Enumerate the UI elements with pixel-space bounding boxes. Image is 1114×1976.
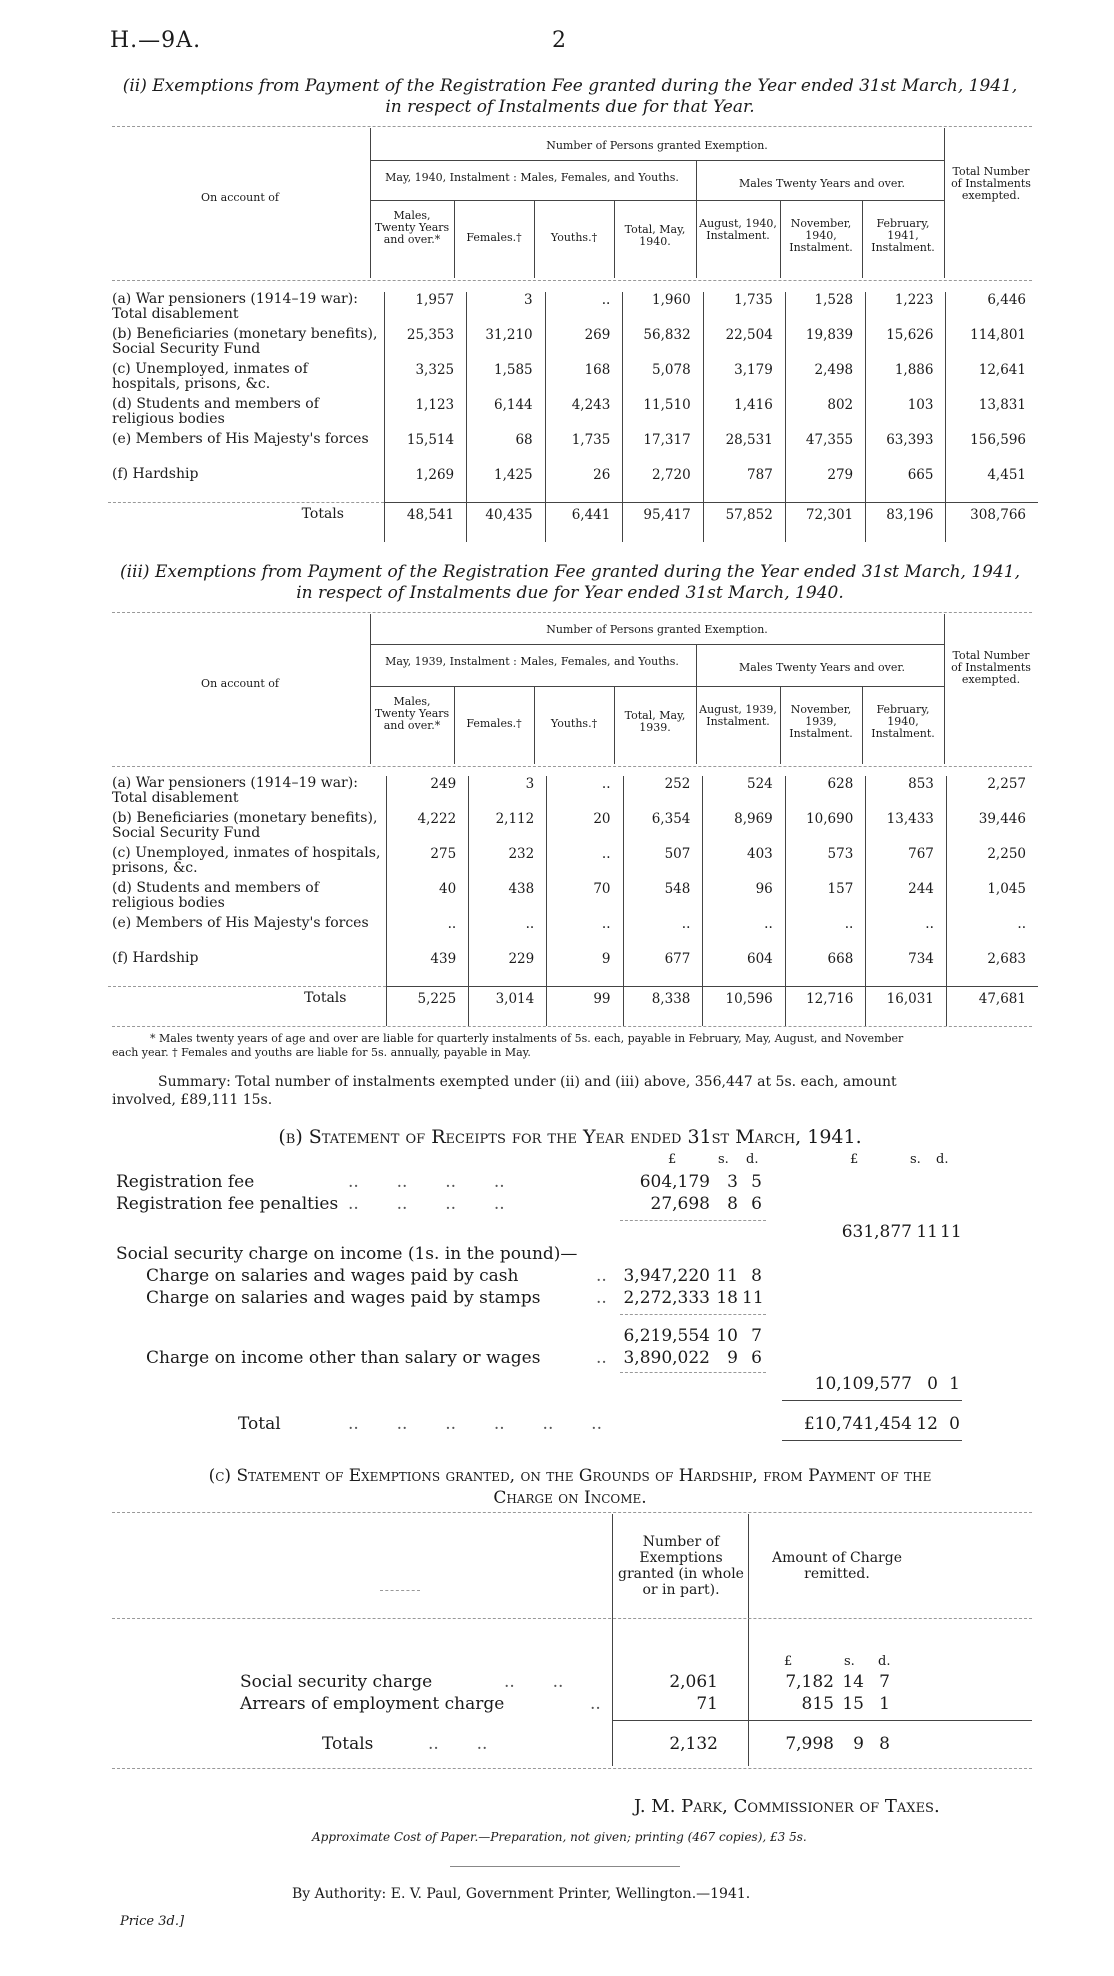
cell: 628: [785, 776, 866, 811]
rule: [370, 644, 944, 645]
divider: [112, 126, 1032, 127]
cell: 47,681: [946, 987, 1038, 1027]
cell: 2,257: [946, 776, 1038, 811]
cell: 13,433: [866, 811, 947, 846]
col-header: November, 1939, Instalment.: [789, 703, 853, 740]
totals-label: Totals: [108, 503, 384, 543]
exemptions-pound-header: £: [784, 1654, 793, 1669]
receipts-d-header-2: d.: [936, 1152, 949, 1167]
exemptions-totals-label: Totals: [322, 1734, 374, 1754]
row-label: (d) Students and members of religious bodies: [112, 880, 319, 911]
col-header: August, 1939, Instalment.: [699, 703, 777, 728]
cell: 308,766: [946, 503, 1038, 543]
cell: 2,250: [946, 846, 1038, 881]
ss-sum-pence: 7: [751, 1326, 762, 1346]
receipt-shillings: 3: [727, 1172, 738, 1192]
cell: 99: [547, 987, 623, 1027]
ss-sum-shillings: 10: [716, 1326, 738, 1346]
document-code: H.—9A.: [110, 28, 202, 53]
divider: [112, 766, 1032, 767]
receipt-pence: 5: [751, 1172, 762, 1192]
cell: 6,446: [946, 292, 1038, 327]
rule: [370, 128, 371, 278]
cell: 103: [866, 397, 946, 432]
row-label: (e) Members of His Majesty's forces: [112, 431, 369, 447]
section-iii-on-account: On account of: [201, 677, 279, 690]
subtotal-pence: 1: [949, 1374, 960, 1394]
cell: 48,541: [384, 503, 466, 543]
cell: 47,355: [785, 432, 865, 467]
cell: 802: [785, 397, 865, 432]
cell: 12,641: [946, 362, 1038, 397]
row-label: (c) Unemployed, inmates of hospitals, prisons, &c.: [112, 845, 381, 876]
exemption-pence: 1: [879, 1694, 890, 1714]
cell: 4,222: [387, 811, 469, 846]
col-header: Youths.†: [550, 231, 598, 244]
subtotal-pence: 11: [940, 1222, 962, 1242]
section-iii-sub-a: May, 1939, Instalment : Males, Females, and Youths.: [385, 655, 679, 668]
row-label: (f) Hardship: [112, 466, 199, 482]
cell: 6,441: [545, 503, 623, 543]
cell: ..: [545, 292, 623, 327]
cell: 70: [547, 881, 623, 916]
rule: [696, 160, 697, 278]
col-header: Total, May, 1939.: [624, 709, 686, 734]
footnote-line1: * Males twenty years of age and over are liable for quarterly instalments of 5s. each, payable in February, May, August, and November: [150, 1032, 904, 1045]
cell: 39,446: [946, 811, 1038, 846]
cell: 28,531: [703, 432, 785, 467]
table-row: [108, 362, 1038, 397]
receipts-pound-header: £: [668, 1152, 677, 1167]
row-label: (b) Beneficiaries (monetary benefits), Social Security Fund: [112, 326, 378, 357]
exemptions-d-header: d.: [878, 1654, 891, 1669]
cell: 6,354: [623, 811, 703, 846]
cell: 1,123: [384, 397, 466, 432]
cell: 573: [785, 846, 866, 881]
row-label: (a) War pensioners (1914–19 war): Total disablement: [112, 291, 358, 322]
receipt-label: Charge on income other than salary or wages: [146, 1348, 541, 1368]
table-row: [108, 881, 1038, 916]
col-header: Males, Twenty Years and over.*: [374, 209, 450, 246]
exemption-pence: 7: [879, 1672, 890, 1692]
page-number: 2: [552, 28, 566, 53]
cell: 677: [623, 951, 703, 987]
leader-dots: .. ..: [504, 1672, 564, 1692]
cell: ..: [469, 916, 547, 951]
col-header: August, 1940, Instalment.: [699, 217, 777, 242]
cell: 4,451: [946, 467, 1038, 503]
cell: 11,510: [623, 397, 703, 432]
subtotal-shillings: 0: [927, 1374, 938, 1394]
exemption-shillings: 15: [842, 1694, 864, 1714]
cell: 269: [545, 327, 623, 362]
cell: 1,960: [623, 292, 703, 327]
cell: 156,596: [946, 432, 1038, 467]
rule: [780, 686, 781, 764]
receipt-label: Charge on salaries and wages paid by stamps: [146, 1288, 541, 1308]
cell: 548: [623, 881, 703, 916]
row-label: (f) Hardship: [112, 950, 199, 966]
exemption-amount: 815: [801, 1694, 834, 1714]
receipts-total-pence: 0: [949, 1414, 960, 1434]
cell: 83,196: [866, 503, 946, 543]
col-header: February, 1941, Instalment.: [871, 217, 935, 254]
cell: 95,417: [623, 503, 703, 543]
subtotal-amount: 10,109,577: [814, 1374, 912, 1394]
divider: [620, 1220, 766, 1221]
table-row: [108, 397, 1038, 432]
leader-dots: .. .. .. ..: [348, 1172, 505, 1192]
receipt-label: Registration fee: [116, 1172, 255, 1192]
subtotal-amount: 631,877: [841, 1222, 912, 1242]
signature: J. M. Park, Commissioner of Taxes.: [634, 1796, 940, 1817]
section-ii-group-header: Number of Persons granted Exemption.: [546, 139, 768, 152]
rule: [614, 686, 615, 764]
cell: ..: [785, 916, 866, 951]
cell: 68: [467, 432, 546, 467]
leader-dots: ..: [596, 1348, 607, 1368]
cell: 3,014: [469, 987, 547, 1027]
section-iii-table: [108, 776, 1038, 1026]
receipt-label: Charge on salaries and wages paid by cash: [146, 1266, 519, 1286]
row-label: (d) Students and members of religious bodies: [112, 396, 319, 427]
cell: ..: [703, 916, 785, 951]
receipt-shillings: 9: [727, 1348, 738, 1368]
ss-sum-amount: 6,219,554: [623, 1326, 710, 1346]
exemptions-title-line2: Charge on Income.: [493, 1488, 647, 1508]
cell: 249: [387, 776, 469, 811]
leader-dots: ..: [590, 1694, 601, 1714]
cell: 15,626: [866, 327, 946, 362]
section-iii-sub-b: Males Twenty Years and over.: [739, 661, 905, 674]
table-row: [108, 776, 1038, 811]
receipt-pence: 6: [751, 1194, 762, 1214]
cell: 40,435: [467, 503, 546, 543]
cell: 168: [545, 362, 623, 397]
receipts-title: (b) Statement of Receipts for the Year ended 31st March, 1941.: [278, 1126, 862, 1148]
cell: 1,223: [866, 292, 946, 327]
receipt-shillings: 8: [727, 1194, 738, 1214]
table-row: [108, 327, 1038, 362]
cell: 1,416: [703, 397, 785, 432]
receipt-pence: 6: [751, 1348, 762, 1368]
cell: 853: [866, 776, 947, 811]
row-label: (a) War pensioners (1914–19 war): Total disablement: [112, 775, 358, 806]
table-row: [108, 846, 1038, 881]
table-row: [108, 951, 1038, 987]
rule: [944, 614, 945, 764]
leader-dots: .. .. .. .. .. ..: [348, 1414, 602, 1434]
cell: 56,832: [623, 327, 703, 362]
receipt-pence: 11: [742, 1288, 764, 1308]
exemptions-s-header: s.: [844, 1654, 855, 1669]
rule: [862, 686, 863, 764]
rule: [696, 644, 697, 764]
cell: 275: [387, 846, 469, 881]
cell: ..: [547, 846, 623, 881]
exemption-label: Arrears of employment charge: [240, 1694, 505, 1714]
cell: 25,353: [384, 327, 466, 362]
receipts-total-shillings: 12: [916, 1414, 938, 1434]
cell: 1,528: [785, 292, 865, 327]
cell: ..: [866, 916, 947, 951]
cost-note: Approximate Cost of Paper.—Preparation, not given; printing (467 copies), £3 5s.: [312, 1830, 807, 1844]
rule: [782, 1400, 962, 1401]
rule: [534, 200, 535, 278]
cell: 2,112: [469, 811, 547, 846]
cell: 2,683: [946, 951, 1038, 987]
cell: 734: [866, 951, 947, 987]
section-ii-table: [108, 292, 1038, 542]
rule: [782, 1440, 962, 1441]
rule: [450, 1866, 680, 1867]
table-row: [108, 432, 1038, 467]
divider: [620, 1314, 766, 1315]
receipts-total-label: Total: [238, 1414, 281, 1434]
rule: [862, 200, 863, 278]
cell: 524: [703, 776, 785, 811]
cell: 17,317: [623, 432, 703, 467]
cell: 22,504: [703, 327, 785, 362]
cell: ..: [623, 916, 703, 951]
cell: 232: [469, 846, 547, 881]
rule: [370, 614, 371, 764]
receipt-label: Registration fee penalties: [116, 1194, 339, 1214]
rule: [614, 200, 615, 278]
cell: 114,801: [946, 327, 1038, 362]
divider: [112, 1026, 1032, 1027]
exemption-count: 71: [696, 1694, 718, 1714]
receipts-pound-header-2: £: [850, 1152, 859, 1167]
cell: 279: [785, 467, 865, 503]
col-header: Youths.†: [550, 717, 598, 730]
cell: 8,969: [703, 811, 785, 846]
cell: 63,393: [866, 432, 946, 467]
col-header: Females.†: [466, 717, 522, 730]
cell: 668: [785, 951, 866, 987]
cell: 2,720: [623, 467, 703, 503]
receipts-s-header: s.: [718, 1152, 729, 1167]
exemptions-total-shillings: 9: [853, 1734, 864, 1754]
cell: 4,243: [545, 397, 623, 432]
cell: 439: [387, 951, 469, 987]
receipt-amount: 3,890,022: [623, 1348, 710, 1368]
receipts-total-amount: £10,741,454: [803, 1414, 912, 1434]
cell: 157: [785, 881, 866, 916]
cell: 57,852: [703, 503, 785, 543]
cell: 1,425: [467, 467, 546, 503]
col-header: Total Number of Instalments exempted.: [951, 165, 1031, 202]
cell: 6,144: [467, 397, 546, 432]
col-header: November, 1940, Instalment.: [789, 217, 853, 254]
cell: 3: [467, 292, 546, 327]
cell: ..: [387, 916, 469, 951]
section-iii-group-header: Number of Persons granted Exemption.: [546, 623, 768, 636]
receipt-amount: 604,179: [639, 1172, 710, 1192]
leader-dots: ..: [596, 1266, 607, 1286]
section-ii-sub-a: May, 1940, Instalment : Males, Females, and Youths.: [385, 171, 679, 184]
table-row: [108, 467, 1038, 503]
rule: [454, 200, 455, 278]
cell: 787: [703, 467, 785, 503]
cell: 5,078: [623, 362, 703, 397]
rule: [612, 1720, 1032, 1721]
exemptions-total-amount: 7,998: [785, 1734, 834, 1754]
cell: 31,210: [467, 327, 546, 362]
cell: 9: [547, 951, 623, 987]
subtotal-shillings: 11: [916, 1222, 938, 1242]
leader-dots: .. .. .. ..: [348, 1194, 505, 1214]
cell: ..: [547, 916, 623, 951]
divider: [112, 280, 1032, 281]
cell: 1,045: [946, 881, 1038, 916]
cell: 1,957: [384, 292, 466, 327]
totals-label: Totals: [108, 987, 387, 1027]
cell: 252: [623, 776, 703, 811]
divider: [620, 1372, 766, 1373]
cell: 229: [469, 951, 547, 987]
rule: [612, 1514, 613, 1766]
exemption-amount: 7,182: [785, 1672, 834, 1692]
cell: 1,735: [545, 432, 623, 467]
cell: 8,338: [623, 987, 703, 1027]
cell: 604: [703, 951, 785, 987]
leader-dots: ..: [596, 1288, 607, 1308]
cell: 20: [547, 811, 623, 846]
row-label: (b) Beneficiaries (monetary benefits), Social Security Fund: [112, 810, 378, 841]
cell: 2,498: [785, 362, 865, 397]
rule: [370, 160, 944, 161]
divider: [112, 1768, 1032, 1769]
receipt-amount: 3,947,220: [623, 1266, 710, 1286]
receipt-amount: 2,272,333: [623, 1288, 710, 1308]
totals-row: [108, 503, 1038, 543]
section-ii-on-account: On account of: [201, 191, 279, 204]
leader-dots: .. ..: [428, 1734, 488, 1754]
divider: [112, 1512, 1032, 1513]
exemption-count: 2,061: [669, 1672, 718, 1692]
exemption-shillings: 14: [842, 1672, 864, 1692]
divider: [112, 612, 1032, 613]
cell: 12,716: [785, 987, 866, 1027]
exemptions-col2-header: Amount of Charge remitted.: [772, 1550, 902, 1582]
cell: 72,301: [785, 503, 865, 543]
receipts-d-header: d.: [746, 1152, 759, 1167]
section-iii-title-line2: in respect of Instalments due for Year ended 31st March, 1940.: [296, 583, 844, 603]
receipt-amount: 27,698: [650, 1194, 710, 1214]
cell: 403: [703, 846, 785, 881]
exemptions-col1-header: Number of Exemptions granted (in whole or in part).: [618, 1534, 744, 1598]
rule: [534, 686, 535, 764]
table-row: [108, 916, 1038, 951]
cell: 1,585: [467, 362, 546, 397]
cell: 13,831: [946, 397, 1038, 432]
rule: [780, 200, 781, 278]
col-header: February, 1940, Instalment.: [871, 703, 935, 740]
cell: 5,225: [387, 987, 469, 1027]
summary-line2: involved, £89,111 15s.: [112, 1092, 273, 1108]
summary-line1: Summary: Total number of instalments exempted under (ii) and (iii) above, 356,447 at 5s. each, amount: [158, 1074, 897, 1090]
table-row: [108, 292, 1038, 327]
col-header: Females.†: [466, 231, 522, 244]
cell: 1,269: [384, 467, 466, 503]
receipt-pence: 8: [751, 1266, 762, 1286]
col-header: Total Number of Instalments exempted.: [951, 649, 1031, 686]
cell: ..: [946, 916, 1038, 951]
cell: 3: [469, 776, 547, 811]
cell: 244: [866, 881, 947, 916]
cell: 40: [387, 881, 469, 916]
divider: [380, 1590, 420, 1591]
cell: 1,886: [866, 362, 946, 397]
exemptions-total-pence: 8: [879, 1734, 890, 1754]
col-header: Total, May, 1940.: [624, 223, 686, 248]
price: Price 3d.]: [120, 1914, 185, 1929]
exemption-label: Social security charge: [240, 1672, 433, 1692]
footnote-line2: each year. † Females and youths are liable for 5s. annually, payable in May.: [112, 1046, 531, 1059]
cell: 10,690: [785, 811, 866, 846]
receipt-shillings: 18: [716, 1288, 738, 1308]
cell: 15,514: [384, 432, 466, 467]
cell: 665: [866, 467, 946, 503]
exemptions-title-line1: (c) Statement of Exemptions granted, on the Grounds of Hardship, from Payment of the: [208, 1466, 932, 1486]
cell: 767: [866, 846, 947, 881]
cell: 3,179: [703, 362, 785, 397]
exemptions-total-count: 2,132: [669, 1734, 718, 1754]
printer-authority: By Authority: E. V. Paul, Government Printer, Wellington.—1941.: [292, 1886, 751, 1902]
cell: 26: [545, 467, 623, 503]
row-label: (c) Unemployed, inmates of hospitals, prisons, &c.: [112, 361, 308, 392]
cell: 10,596: [703, 987, 785, 1027]
rule: [370, 686, 944, 687]
row-label: (e) Members of His Majesty's forces: [112, 915, 369, 931]
cell: 16,031: [866, 987, 947, 1027]
divider: [112, 1618, 1032, 1619]
table-row: [108, 811, 1038, 846]
col-header: Males, Twenty Years and over.*: [374, 695, 450, 732]
cell: ..: [547, 776, 623, 811]
rule: [944, 128, 945, 278]
receipts-s-header-2: s.: [910, 1152, 921, 1167]
totals-row: [108, 987, 1038, 1027]
section-ii-title-line1: (ii) Exemptions from Payment of the Registration Fee granted during the Year ended 31st March, 1941,: [122, 76, 1018, 96]
section-ii-title-line2: in respect of Instalments due for that Year.: [385, 97, 755, 117]
rule: [748, 1514, 749, 1766]
cell: 438: [469, 881, 547, 916]
cell: 19,839: [785, 327, 865, 362]
cell: 507: [623, 846, 703, 881]
cell: 1,735: [703, 292, 785, 327]
social-security-label: Social security charge on income (1s. in the pound)—: [116, 1244, 578, 1264]
section-ii-sub-b: Males Twenty Years and over.: [739, 177, 905, 190]
rule: [370, 200, 944, 201]
rule: [454, 686, 455, 764]
receipt-shillings: 11: [716, 1266, 738, 1286]
section-iii-title-line1: (iii) Exemptions from Payment of the Registration Fee granted during the Year ended 31st March, 1941,: [119, 562, 1021, 582]
cell: 96: [703, 881, 785, 916]
cell: 3,325: [384, 362, 466, 397]
